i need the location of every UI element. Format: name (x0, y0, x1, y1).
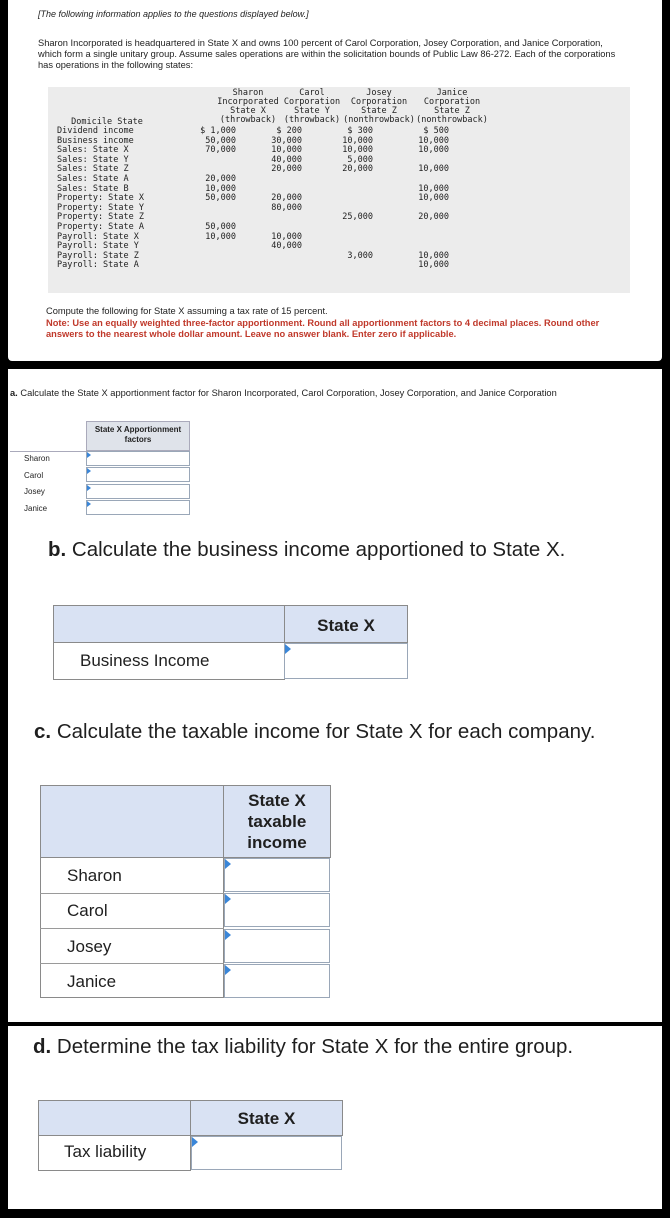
part-a-label-carol: Carol (24, 471, 44, 480)
info-col-header-3-line-2: Corporation (350, 97, 408, 107)
part-a-label-josey: Josey (24, 487, 45, 496)
info-row-label: Payroll: State Z (57, 250, 139, 261)
info-row-label: Dividend income (57, 126, 134, 136)
tax-liability-input[interactable] (191, 1136, 342, 1170)
info-row-label: Sales: State Y (57, 154, 129, 165)
intro-panel (8, 0, 662, 361)
info-col-header-1-line-4: (throwback) (219, 115, 277, 125)
info-col-header-4-line-4: (nonthrowback) (416, 115, 488, 125)
info-cell: 20,000 (418, 212, 449, 223)
info-row-label: Sales: State B (57, 183, 129, 194)
intro-paragraph: Sharon Incorporated is headquartered in State X and owns 100 percent of Carol Corporation, Josey Corporation, and Janice Corporation, which form a single unitary group. Assume sales operations are within the solicitation bounds of Public Law 86-272. Each of the corporations has operations in the following states: (38, 38, 616, 71)
info-cell: 10,000 (342, 145, 373, 156)
info-cell: 10,000 (205, 231, 236, 242)
business-income-input[interactable] (284, 643, 408, 679)
info-col-header-3-line-1: Josey (366, 88, 392, 98)
info-cell: 50,000 (205, 222, 236, 232)
info-cell: 10,000 (418, 183, 449, 194)
info-col-header-3-line-3: State Z (361, 106, 397, 116)
info-col-header-2-line-2: Corporation (283, 97, 341, 107)
info-col-header-1-line-3: State X (230, 106, 266, 116)
part-c-taxable-income-header: State X taxable income (223, 785, 331, 858)
info-cell: 10,000 (418, 164, 449, 175)
info-cell: $ 300 (347, 126, 373, 136)
info-table (48, 87, 630, 293)
part-a-label-sharon: Sharon (24, 454, 50, 463)
part-c-label-janice: Janice (67, 972, 117, 991)
rounding-note: Note: Use an equally weighted three-factor apportionment. Round all apportionment factors to 4 decimal places. Round other answers to the nearest whole dollar amount. Leave no answer blank. Enter zero if applicable. (46, 318, 600, 340)
info-cell: 5,000 (347, 154, 373, 165)
info-row-label: Property: State Z (57, 212, 144, 223)
info-cell: 10,000 (418, 250, 449, 261)
row-divider (40, 963, 224, 964)
taxable-income-input-sharon[interactable] (224, 858, 330, 892)
info-col-header-4-line-3: State Z (434, 106, 470, 116)
taxable-income-input-josey[interactable] (224, 929, 330, 963)
info-cell: 3,000 (347, 250, 373, 261)
apportionment-input-sharon[interactable] (86, 451, 190, 466)
info-row-label: Property: State A (57, 222, 144, 232)
info-row-label: Property: State X (57, 193, 144, 204)
compute-instruction: Compute the following for State X assuming a tax rate of 15 percent. (46, 306, 328, 316)
info-cell: 10,000 (418, 145, 449, 156)
part-c-blank-header (40, 785, 224, 858)
part-d-question: d. Determine the tax liability for State X for the entire group. (33, 1035, 574, 1058)
info-row-label: Sales: State A (57, 174, 129, 184)
info-cell: 20,000 (205, 174, 236, 184)
part-d-state-x-header: State X (190, 1100, 343, 1136)
info-row-label: Sales: State Z (57, 164, 129, 175)
info-cell: 25,000 (342, 212, 373, 223)
info-cell: 20,000 (271, 193, 302, 204)
info-row-label: Payroll: State X (57, 231, 139, 242)
info-row-label: Property: State Y (57, 202, 144, 213)
info-cell: $ 200 (276, 126, 302, 136)
part-b-blank-header (53, 605, 285, 643)
info-col-header-3-line-4: (nonthrowback) (343, 115, 415, 125)
part-a-label-janice: Janice (24, 504, 48, 513)
taxable-income-input-carol[interactable] (224, 893, 330, 927)
info-cell: 10,000 (418, 135, 449, 146)
apportionment-input-carol[interactable] (86, 467, 190, 482)
info-col-header-1-line-2: Incorporated (217, 97, 279, 107)
part-c-label-sharon: Sharon (67, 866, 122, 885)
taxable-income-input-janice[interactable] (224, 964, 330, 998)
info-cell: 50,000 (205, 193, 236, 204)
info-cell: 10,000 (271, 145, 302, 156)
part-b-state-x-header: State X (284, 605, 408, 643)
apportionment-input-josey[interactable] (86, 484, 190, 499)
part-d-blank-header (38, 1100, 191, 1136)
info-cell: 20,000 (271, 164, 302, 175)
domicile-state-header: Domicile State (71, 117, 143, 127)
part-c-label-josey: Josey (67, 937, 112, 956)
info-col-header-2-line-1: Carol (299, 88, 325, 98)
info-col-header-4-line-2: Corporation (423, 97, 481, 107)
info-row-label: Payroll: State Y (57, 241, 139, 252)
intro-heading: [The following information applies to the questions displayed below.] (38, 9, 309, 19)
info-cell: 10,000 (418, 260, 449, 271)
info-row-label: Business income (57, 135, 134, 146)
info-cell: 10,000 (418, 193, 449, 204)
info-cell: $ 500 (423, 126, 449, 136)
info-col-header-2-line-4: (throwback) (283, 115, 341, 125)
info-cell: 40,000 (271, 154, 302, 165)
info-cell: $ 1,000 (200, 126, 236, 136)
info-row-label: Sales: State X (57, 145, 129, 156)
business-income-label: Business Income (80, 651, 210, 670)
info-cell: 20,000 (342, 164, 373, 175)
info-cell: 50,000 (205, 135, 236, 146)
info-row-label: Payroll: State A (57, 260, 139, 271)
info-col-header-2-line-3: State Y (294, 106, 330, 116)
tax-liability-label: Tax liability (64, 1142, 147, 1161)
part-c-question: c. Calculate the taxable income for State X for each company. (34, 720, 596, 743)
info-cell: 10,000 (342, 135, 373, 146)
part-c-label-carol: Carol (67, 901, 108, 920)
info-col-header-1-line-1: Sharon (232, 88, 264, 98)
info-col-header-4-line-1: Janice (436, 88, 468, 98)
info-cell: 10,000 (205, 183, 236, 194)
apportionment-factors-header: State X Apportionment factors (86, 421, 190, 451)
apportionment-input-janice[interactable] (86, 500, 190, 515)
part-a-question: a. Calculate the State X apportionment factor for Sharon Incorporated, Carol Corporation, Josey Corporation, and Janice Corporation (10, 388, 557, 398)
row-divider (40, 928, 224, 929)
info-cell: 70,000 (205, 145, 236, 156)
info-cell: 10,000 (271, 231, 302, 242)
part-b-question: b. Calculate the business income apportioned to State X. (48, 538, 566, 561)
info-cell: 30,000 (271, 135, 302, 146)
row-divider (40, 893, 224, 894)
info-cell: 80,000 (271, 202, 302, 213)
info-cell: 40,000 (271, 241, 302, 252)
